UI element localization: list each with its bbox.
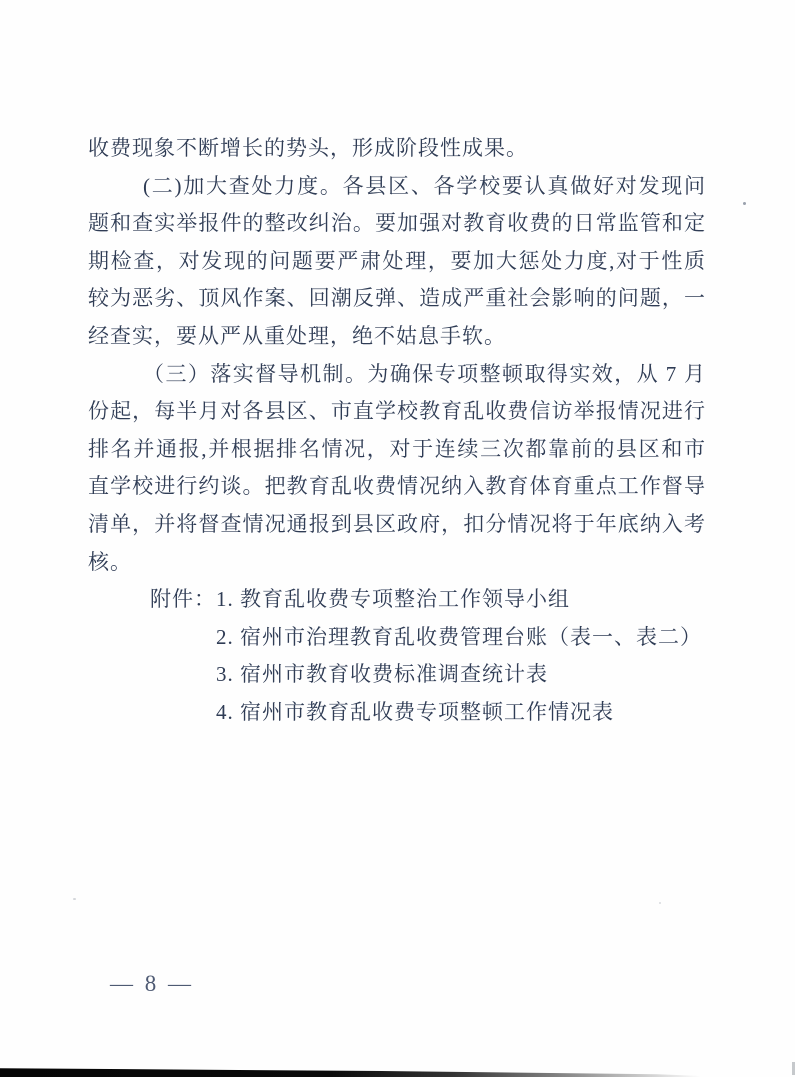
attachment-item: 4. 宿州市教育乱收费专项整顿工作情况表 [216, 699, 614, 724]
scan-speck [743, 202, 746, 205]
attachment-item-text: 1. 教育乱收费专项整治工作领导小组 [216, 587, 570, 612]
attachment-item: 3. 宿州市教育收费标准调查统计表 [216, 662, 548, 687]
attachment-item: 2. 宿州市治理教育乱收费管理台账（表一、表二） [216, 624, 702, 649]
scan-edge-artifact [0, 1067, 730, 1077]
page-number: — 8 — [110, 971, 194, 996]
body-paragraph: (二)加大查处力度。各县区、各学校要认真做好对发现问题和查实举报件的整改纠治。要加强对教育收费的日常监管和定期检查，对发现的问题要严肃处理，要加大惩处力度,对于性质较为恶劣、顶风作案、回潮反弹、造成严重社会影响的问题，一经查实，要从严从重处理，绝不姑息手软。 [88, 173, 706, 348]
scan-speck [659, 902, 661, 904]
scan-speck [73, 898, 76, 900]
attachments-label: 附件： [150, 587, 216, 612]
document-body [88, 130, 706, 732]
body-paragraph: （三）落实督导机制。为确保专项整顿取得实效，从 7 月份起，每半月对各县区、市直学校教育乱收费信访举报情况进行排名并通报,并根据排名情况，对于连续三次都靠前的县区和市直学校进行约谈。把教育乱收费情况纳入教育体育重点工作督导清单，并将督查情况通报到县区政府，扣分情况将于年底纳入考核。 [88, 361, 706, 574]
body-paragraph: 收费现象不断增长的势头，形成阶段性成果。 [88, 136, 528, 160]
attachment-item [88, 581, 706, 619]
attachments-block [88, 581, 706, 731]
